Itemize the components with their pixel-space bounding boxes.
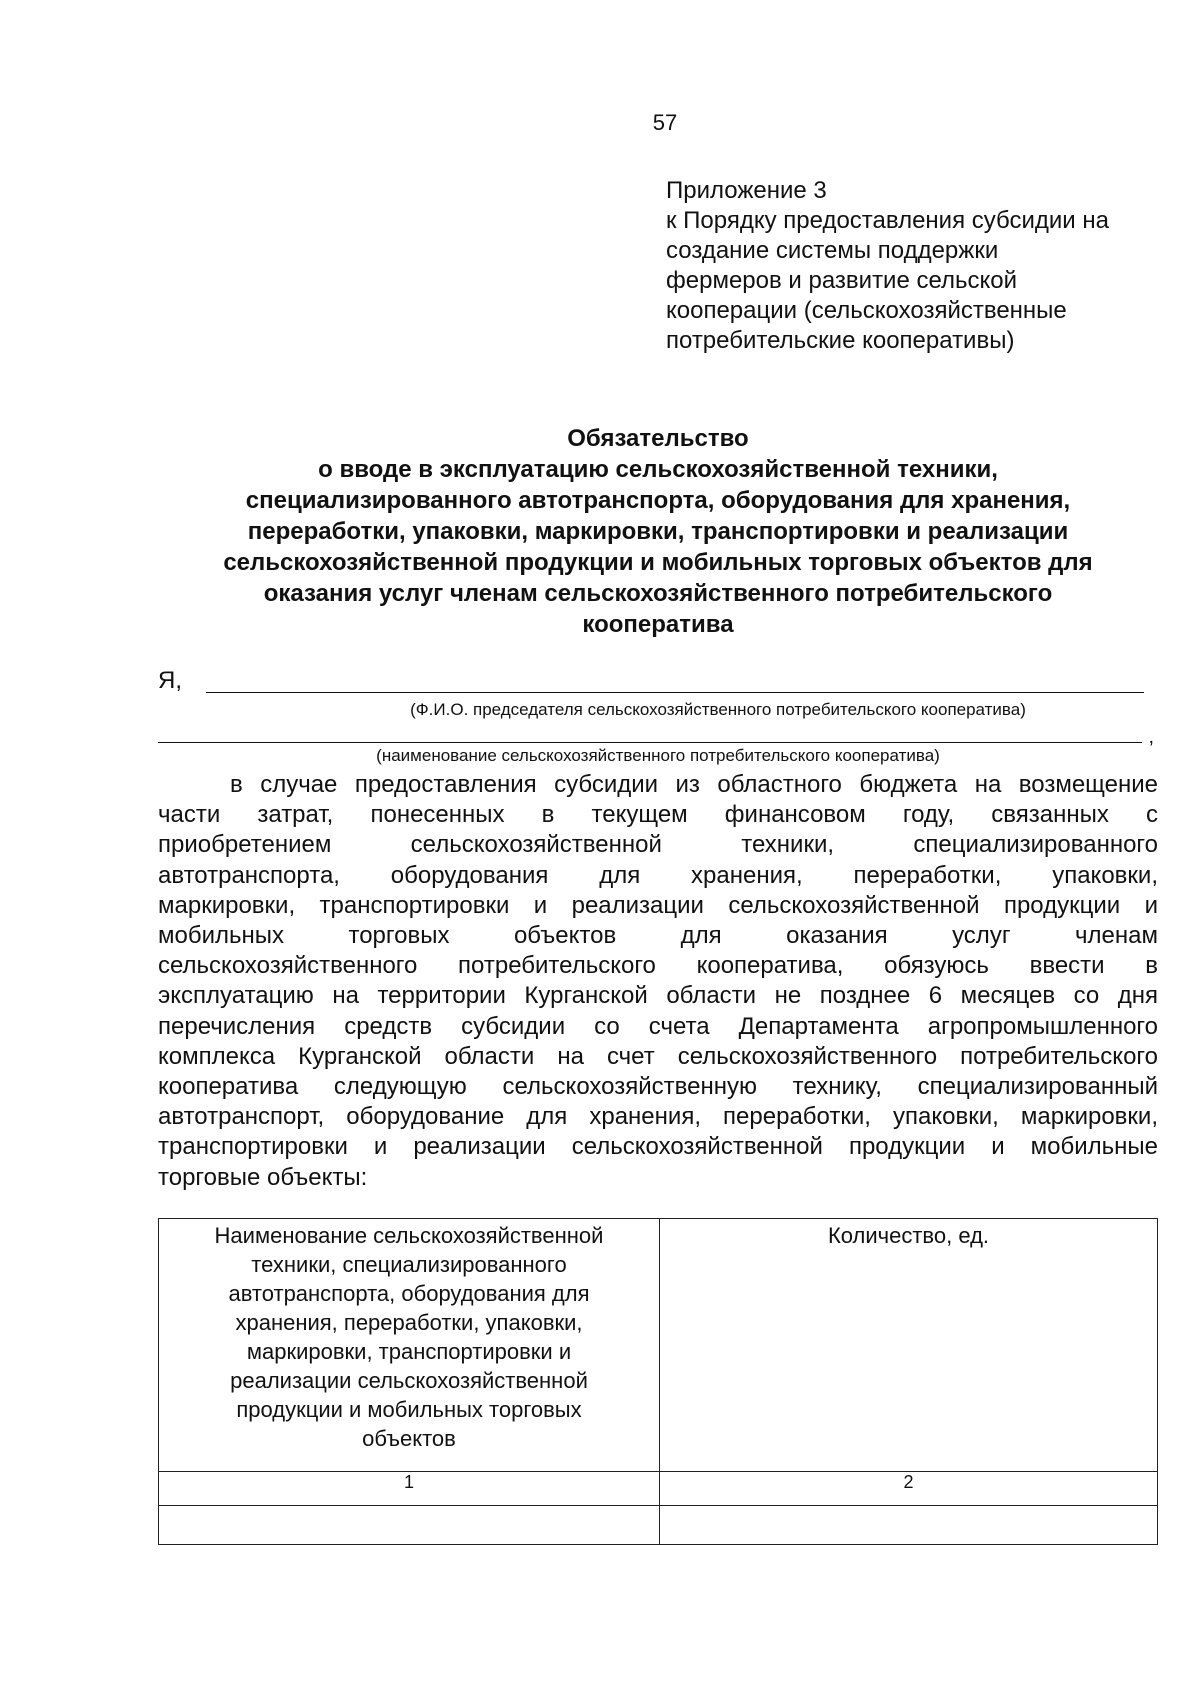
chairman-name-field[interactable]: [206, 692, 1144, 693]
column-number-row: [159, 1472, 1158, 1506]
title-line: Обязательство: [567, 425, 749, 452]
title-line: сельскохозяйственной продукции и мобильных торговых объектов для: [223, 549, 1093, 576]
body-line: эксплуатацию на территории Курганской области не позднее 6 месяцев со дня: [158, 982, 1158, 1010]
appendix-line: к Порядку предоставления субсидии на: [666, 207, 1109, 234]
body-line: сельскохозяйственного потребительского кооператива, обязуюсь ввести в: [158, 952, 1158, 980]
title-line: переработки, упаковки, маркировки, транспортировки и реализации: [247, 518, 1069, 545]
appendix-line: кооперации (сельскохозяйственные: [666, 297, 1067, 324]
appendix-line: фермеров и развитие сельской: [666, 267, 1018, 294]
title-line: специализированного автотранспорта, оборудования для хранения,: [245, 487, 1071, 514]
page-number: 57: [652, 110, 678, 135]
body-line: торговые объекты:: [158, 1163, 368, 1191]
body-line: в случае предоставления субсидии из областного бюджета на возмещение: [230, 771, 1158, 798]
header-line: объектов: [362, 1426, 456, 1451]
table-header-row: [159, 1219, 1158, 1472]
body-line: части затрат, понесенных в текущем финансовом году, связанных с: [158, 801, 1158, 829]
equipment-name-cell[interactable]: [159, 1506, 660, 1545]
equipment-table: [158, 1218, 1158, 1545]
trailing-comma: ,: [1148, 726, 1154, 748]
appendix-line: потребительские кооперативы): [666, 327, 1015, 354]
title-line: кооператива: [582, 611, 734, 638]
body-paragraph: [158, 770, 1158, 1193]
body-line: приобретением сельскохозяйственной техники, специализированного: [158, 831, 1158, 859]
column-number-2: 2: [660, 1472, 1158, 1506]
body-line: перечисления средств субсидии со счета Департамента агропромышленного: [158, 1012, 1158, 1040]
chairman-name-caption: (Ф.И.О. председателя сельскохозяйственного потребительского кооператива): [410, 700, 1026, 719]
header-line: Наименование сельскохозяйственной: [214, 1223, 604, 1248]
header-line: маркировки, транспортировки и: [246, 1339, 572, 1364]
appendix-line: Приложение 3: [666, 177, 827, 204]
header-line: автотранспорта, оборудования для: [228, 1281, 590, 1306]
document-title: [158, 423, 1158, 640]
cooperative-name-caption: (наименование сельскохозяйственного потребительского кооператива): [376, 746, 940, 765]
quantity-cell[interactable]: [660, 1506, 1158, 1545]
header-line: техники, специализированного: [251, 1252, 567, 1277]
body-line: автотранспорта, оборудования для хранения, переработки, упаковки,: [158, 861, 1158, 889]
body-line: автотранспорт, оборудование для хранения, переработки, упаковки, маркировки,: [158, 1103, 1158, 1131]
body-line: кооператива следующую сельскохозяйственную технику, специализированный: [158, 1073, 1158, 1101]
header-line: реализации сельскохозяйственной: [230, 1368, 588, 1393]
ya-label: Я,: [158, 667, 182, 694]
title-line: оказания услуг членам сельскохозяйственного потребительского: [263, 580, 1053, 607]
appendix-reference: [666, 176, 1166, 356]
header-line: хранения, переработки, упаковки,: [235, 1310, 583, 1335]
header-equipment-name: [159, 1219, 660, 1472]
body-line: транспортировки и реализации сельскохозяйственной продукции и мобильные: [158, 1133, 1158, 1161]
title-line: о вводе в эксплуатацию сельскохозяйственной техники,: [318, 456, 998, 483]
header-line: продукции и мобильных торговых: [236, 1397, 582, 1422]
table-row: [159, 1506, 1158, 1545]
appendix-line: создание системы поддержки: [666, 237, 999, 264]
body-line: маркировки, транспортировки и реализации сельскохозяйственной продукции и: [158, 891, 1158, 919]
header-quantity: Количество, ед.: [660, 1219, 1158, 1472]
body-line: мобильных торговых объектов для оказания услуг членам: [158, 922, 1158, 950]
column-number-1: 1: [159, 1472, 660, 1506]
cooperative-name-field[interactable]: [158, 742, 1142, 743]
body-line: комплекса Курганской области на счет сельскохозяйственного потребительского: [158, 1042, 1158, 1070]
chairman-name-row: [158, 667, 1158, 701]
